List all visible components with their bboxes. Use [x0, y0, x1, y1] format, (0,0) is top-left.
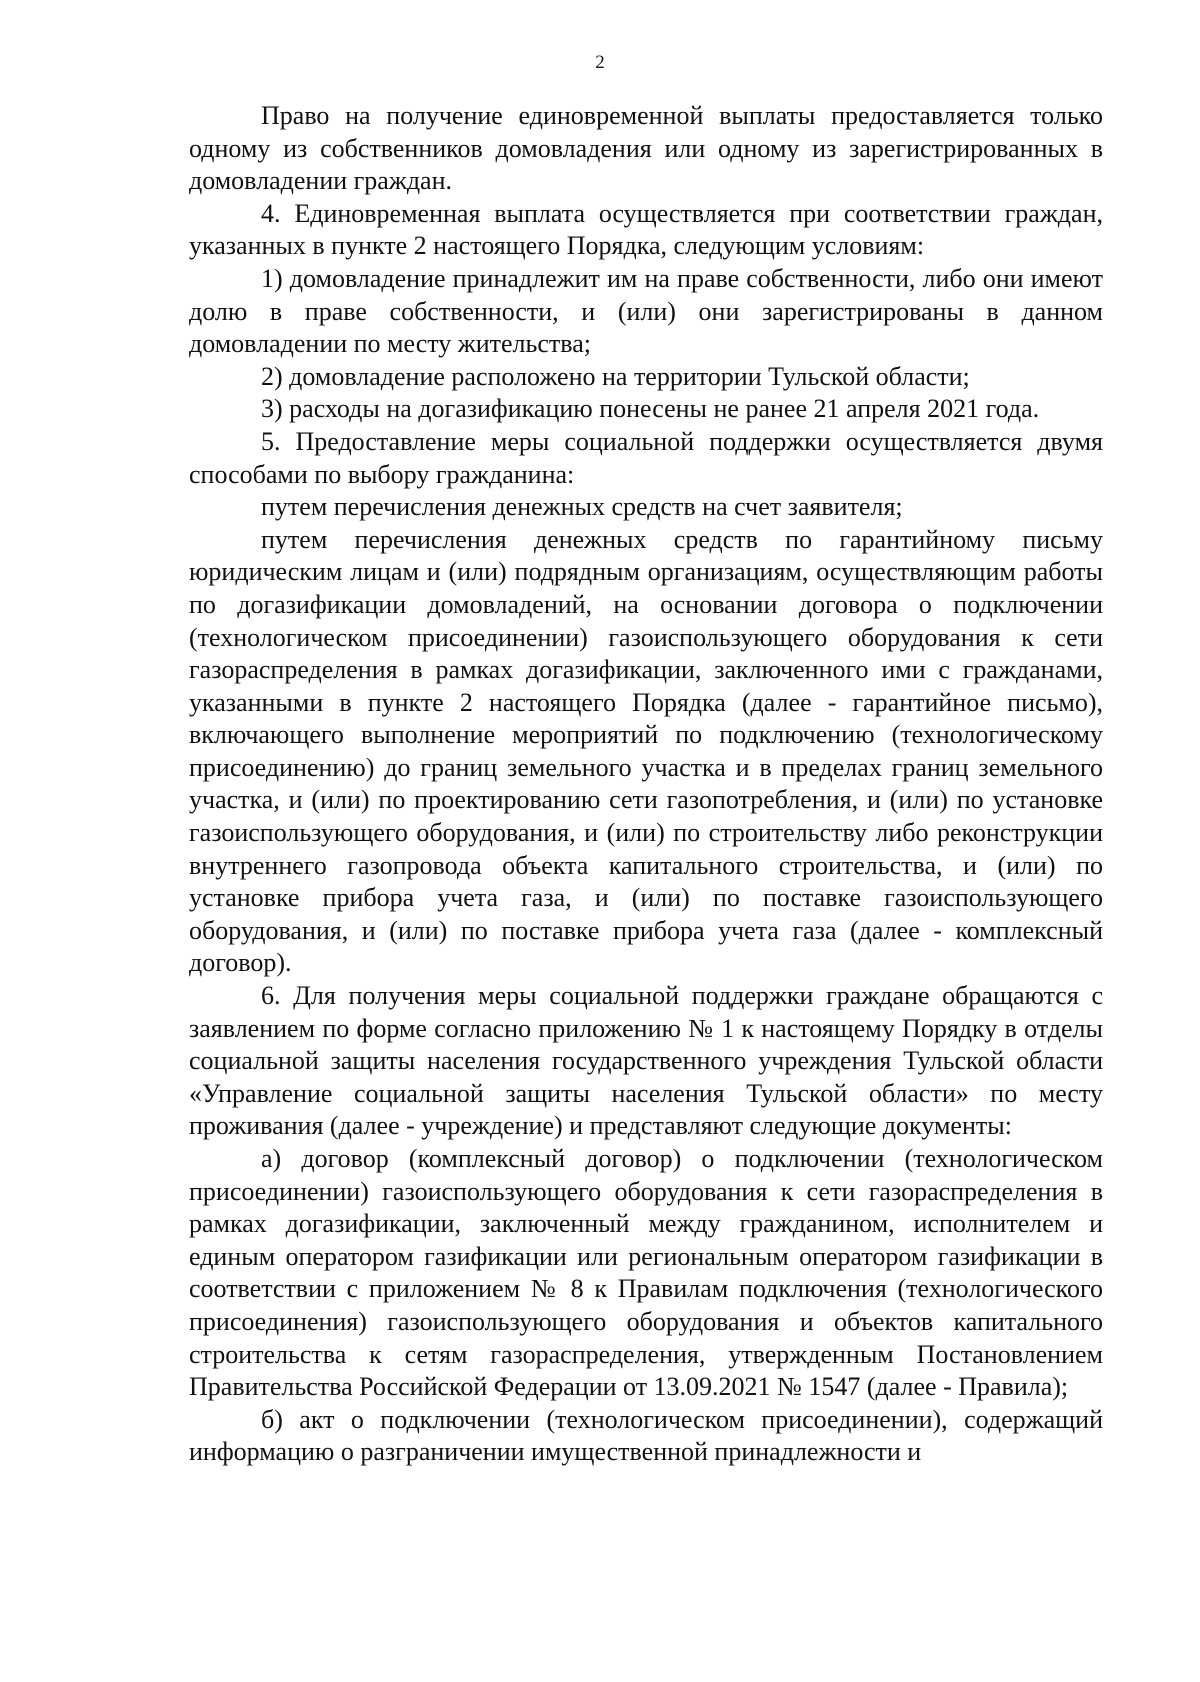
- paragraph-clause-5: 5. Предоставление меры социальной поддержки осуществляется двумя способами по выбору гражданина:: [189, 426, 1103, 489]
- paragraph-method-account-transfer: путем перечисления денежных средств на счет заявителя;: [261, 492, 903, 522]
- paragraph-document-b: б) акт о подключении (технологическом присоединении), содержащий информацию о разграничении имущественной принадлежности и: [189, 1404, 1103, 1467]
- paragraph-condition-3: 3) расходы на догазификацию понесены не ранее 21 апреля 2021 года.: [261, 394, 1040, 424]
- paragraph-condition-1: 1) домовладение принадлежит им на праве собственности, либо они имеют долю в праве собственности, и (или) они зарегистрированы в данном домовладении по месту жительства;: [189, 263, 1103, 359]
- paragraph-clause-4: 4. Единовременная выплата осуществляется при соответствии граждан, указанных в пункте 2 настоящего Порядка, следующим условиям:: [189, 198, 1103, 261]
- paragraph-clause-6: 6. Для получения меры социальной поддержки граждане обращаются с заявлением по форме согласно приложению № 1 к настоящему Порядку в отделы социальной защиты населения государственного учреждения Тульской области «Управление социальной защиты населения Тульской области» по месту проживания (далее - учреждение) и представляют следующие документы:: [189, 981, 1103, 1141]
- document-body: [189, 100, 1103, 1469]
- paragraph-single-owner-right: Право на получение единовременной выплаты предоставляется только одному из собственников домовладения или одному из зарегистрированных в домовладении граждан.: [189, 101, 1103, 196]
- paragraph-condition-2: 2) домовладение расположено на территории Тульской области;: [261, 361, 970, 391]
- paragraph-document-a: а) договор (комплексный договор) о подключении (технологическом присоединении) газоиспользующего оборудования к сети газораспределения в рамках догазификации, заключенный между гражданином, исполнителем и единым оператором газификации или региональным оператором газификации в соответствии с приложением № 8 к Правилам подключения (технологического присоединения) газоиспользующего оборудования и объектов капитального строительства к сетям газораспределения, утвержденным Постановлением Правительства Российской Федерации от 13.09.2021 № 1547 (далее - Правила);: [189, 1144, 1103, 1402]
- page-number: 2: [595, 52, 605, 73]
- paragraph-method-guarantee-letter: путем перечисления денежных средств по гарантийному письму юридическим лицам и (или) подрядным организациям, осуществляющим работы по догазификации домовладений, на основании договора о подключении (технологическом присоединении) газоиспользующего оборудования к сети газораспределения в рамках догазификации, заключенного ими с гражданами, указанными в пункте 2 настоящего Порядка (далее - гарантийное письмо), включающего выполнение мероприятий по подключению (технологическому присоединению) до границ земельного участка и в пределах границ земельного участка, и (или) по проектированию сети газопотребления, и (или) по установке газоиспользующего оборудования, и (или) по строительству либо реконструкции внутреннего газопровода объекта капитального строительства, и (или) по установке прибора учета газа, и (или) по поставке газоиспользующего оборудования, и (или) по поставке прибора учета газа (далее - комплексный договор).: [189, 524, 1103, 978]
